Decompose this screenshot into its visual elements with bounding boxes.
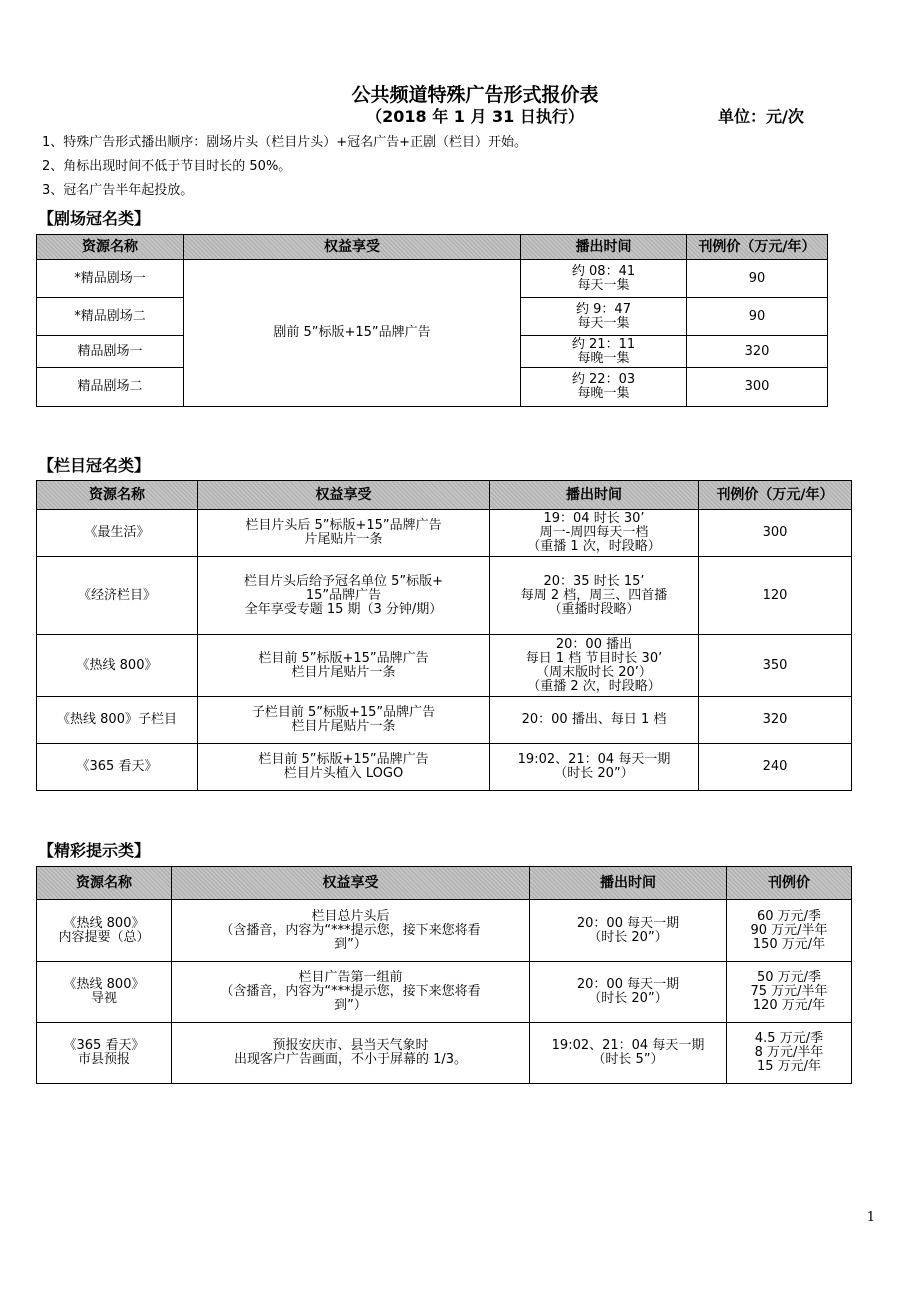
header-benefit: 权益享受	[198, 481, 490, 510]
header-resource: 资源名称	[37, 235, 184, 260]
air-time: 19:02、21：04 每天一期 （时长 20”）	[490, 744, 699, 791]
resource-name: 《365 看天》	[37, 744, 198, 791]
air-time: 约 21：11 每晚一集	[521, 336, 687, 368]
benefit-cell: 栏目前 5”标版+15”品牌广告 栏目片头植入 LOGO	[198, 744, 490, 791]
table-row	[37, 697, 852, 744]
air-time: 约 22：03 每晚一集	[521, 368, 687, 407]
price: 300	[699, 510, 852, 557]
air-time: 约 9：47 每天一集	[521, 298, 687, 336]
page-title: 公共频道特殊广告形式报价表	[351, 84, 599, 106]
section-title-theater: 【剧场冠名类】	[38, 209, 151, 228]
price: 90	[687, 298, 828, 336]
air-time: 20：00 播出 每日 1 档 节目时长 30’ （周末版时长 20’） （重播 2 次，时段略）	[490, 635, 699, 697]
price: 240	[699, 744, 852, 791]
air-time: 20：00 每天一期 （时长 20”）	[530, 962, 727, 1023]
resource-name: 《热线 800》 内容提要（总）	[37, 900, 172, 962]
benefit-cell: 预报安庆市、县当天气象时 出现客户广告画面，不小于屏幕的 1/3。	[172, 1023, 530, 1084]
air-time: 20：00 播出、每日 1 档	[490, 697, 699, 744]
benefit-cell: 栏目广告第一组前 （含播音，内容为“***提示您，接下来您将看 到”）	[172, 962, 530, 1023]
header-price: 刊例价（万元/年）	[687, 235, 828, 260]
table-header-row	[37, 867, 852, 900]
benefit-cell: 栏目片头后给予冠名单位 5”标版+ 15”品牌广告 全年享受专题 15 期（3 分钟/期）	[198, 557, 490, 635]
price: 50 万元/季 75 万元/半年 120 万元/年	[727, 962, 852, 1023]
benefit-cell: 栏目总片头后 （含播音，内容为“***提示您，接下来您将看 到”）	[172, 900, 530, 962]
header-resource: 资源名称	[37, 481, 198, 510]
header-time: 播出时间	[530, 867, 727, 900]
benefit-cell: 栏目片头后 5”标版+15”品牌广告 片尾贴片一条	[198, 510, 490, 557]
resource-name: *精品剧场一	[37, 260, 184, 298]
benefit-cell: 栏目前 5”标版+15”品牌广告 栏目片尾贴片一条	[198, 635, 490, 697]
resource-name: 《热线 800》	[37, 635, 198, 697]
benefit-cell: 子栏目前 5”标版+15”品牌广告 栏目片尾贴片一条	[198, 697, 490, 744]
table-row	[37, 1023, 852, 1084]
table-row	[37, 510, 852, 557]
program-sponsorship-table	[36, 480, 852, 791]
page-number: 1	[866, 1210, 875, 1225]
air-time: 约 08：41 每天一集	[521, 260, 687, 298]
price: 120	[699, 557, 852, 635]
resource-name: 精品剧场一	[37, 336, 184, 368]
theater-sponsorship-table	[36, 234, 828, 407]
table-header-row	[37, 481, 852, 510]
price: 350	[699, 635, 852, 697]
table-row	[37, 744, 852, 791]
price: 60 万元/季 90 万元/半年 150 万元/年	[727, 900, 852, 962]
note-2: 2、角标出现时间不低于节目时长的 50%。	[42, 159, 292, 174]
table-row	[37, 260, 828, 298]
resource-name: *精品剧场二	[37, 298, 184, 336]
resource-name: 《热线 800》 导视	[37, 962, 172, 1023]
air-time: 20：35 时长 15’ 每周 2 档，周三、四首播 （重播时段略）	[490, 557, 699, 635]
resource-name: 《365 看天》 市县预报	[37, 1023, 172, 1084]
note-1: 1、特殊广告形式播出顺序：剧场片头（栏目片头）+冠名广告+正剧（栏目）开始。	[42, 135, 528, 150]
air-time: 19：04 时长 30’ 周一-周四每天一档 （重播 1 次，时段略）	[490, 510, 699, 557]
table-row	[37, 900, 852, 962]
header-price: 刊例价（万元/年）	[699, 481, 852, 510]
highlight-tips-table	[36, 866, 852, 1084]
price: 320	[699, 697, 852, 744]
air-time: 19:02、21：04 每天一期 （时长 5”）	[530, 1023, 727, 1084]
effective-date: （2018 年 1 月 31 日执行）	[366, 107, 584, 126]
note-3: 3、冠名广告半年起投放。	[42, 183, 194, 198]
header-price: 刊例价	[727, 867, 852, 900]
resource-name: 《经济栏目》	[37, 557, 198, 635]
air-time: 20：00 每天一期 （时长 20”）	[530, 900, 727, 962]
header-time: 播出时间	[521, 235, 687, 260]
resource-name: 精品剧场二	[37, 368, 184, 407]
table-row	[37, 962, 852, 1023]
header-time: 播出时间	[490, 481, 699, 510]
resource-name: 《热线 800》子栏目	[37, 697, 198, 744]
header-benefit: 权益享受	[172, 867, 530, 900]
price: 300	[687, 368, 828, 407]
price: 4.5 万元/季 8 万元/半年 15 万元/年	[727, 1023, 852, 1084]
header-resource: 资源名称	[37, 867, 172, 900]
table-row	[37, 635, 852, 697]
resource-name: 《最生活》	[37, 510, 198, 557]
section-title-program: 【栏目冠名类】	[38, 456, 151, 475]
benefit-cell: 剧前 5”标版+15”品牌广告	[184, 260, 521, 407]
header-benefit: 权益享受	[184, 235, 521, 260]
section-title-highlight: 【精彩提示类】	[38, 841, 151, 860]
price: 320	[687, 336, 828, 368]
table-row	[37, 557, 852, 635]
table-header-row	[37, 235, 828, 260]
price: 90	[687, 260, 828, 298]
unit-label: 单位：元/次	[718, 107, 804, 126]
